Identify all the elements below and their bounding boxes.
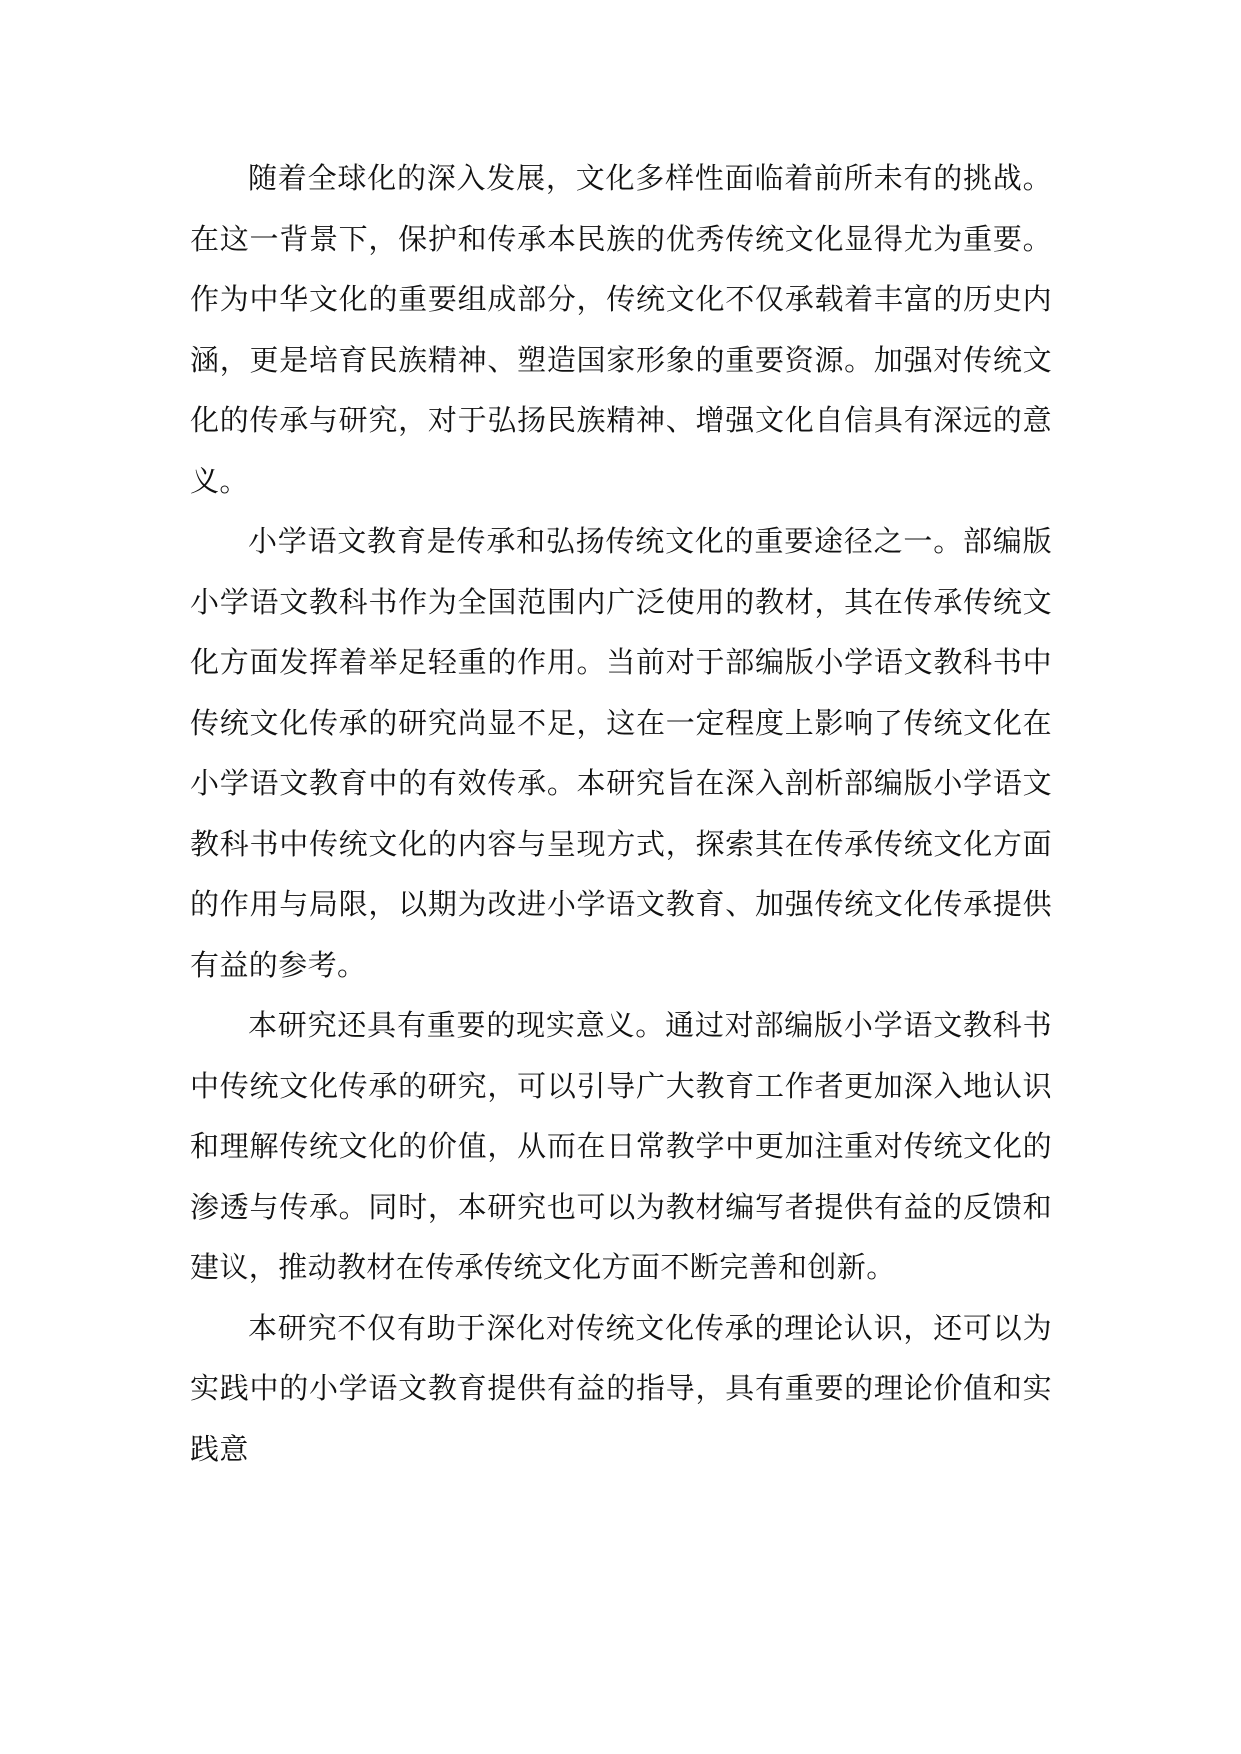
document-body	[190, 148, 1052, 1479]
paragraph-3: 本研究还具有重要的现实意义。通过对部编版小学语文教科书中传统文化传承的研究，可以引导广大教育工作者更加深入地认识和理解传统文化的价值，从而在日常教学中更加注重对传统文化的渗透与传承。同时，本研究也可以为教材编写者提供有益的反馈和建议，推动教材在传承传统文化方面不断完善和创新。	[190, 1008, 1052, 1284]
paragraph-4: 本研究不仅有助于深化对传统文化传承的理论认识，还可以为实践中的小学语文教育提供有益的指导，具有重要的理论价值和实践意	[190, 1310, 1052, 1466]
paragraph-2: 小学语文教育是传承和弘扬传统文化的重要途径之一。部编版小学语文教科书作为全国范围内广泛使用的教材，其在传承传统文化方面发挥着举足轻重的作用。当前对于部编版小学语文教科书中传统文化传承的研究尚显不足，这在一定程度上影响了传统文化在小学语文教育中的有效传承。本研究旨在深入剖析部编版小学语文教科书中传统文化的内容与呈现方式，探索其在传承传统文化方面的作用与局限，以期为改进小学语文教育、加强传统文化传承提供有益的参考。	[190, 524, 1052, 982]
paragraph-1: 随着全球化的深入发展，文化多样性面临着前所未有的挑战。在这一背景下，保护和传承本民族的优秀传统文化显得尤为重要。作为中华文化的重要组成部分，传统文化不仅承载着丰富的历史内涵，更是培育民族精神、塑造国家形象的重要资源。加强对传统文化的传承与研究，对于弘扬民族精神、增强文化自信具有深远的意义。	[190, 161, 1052, 498]
